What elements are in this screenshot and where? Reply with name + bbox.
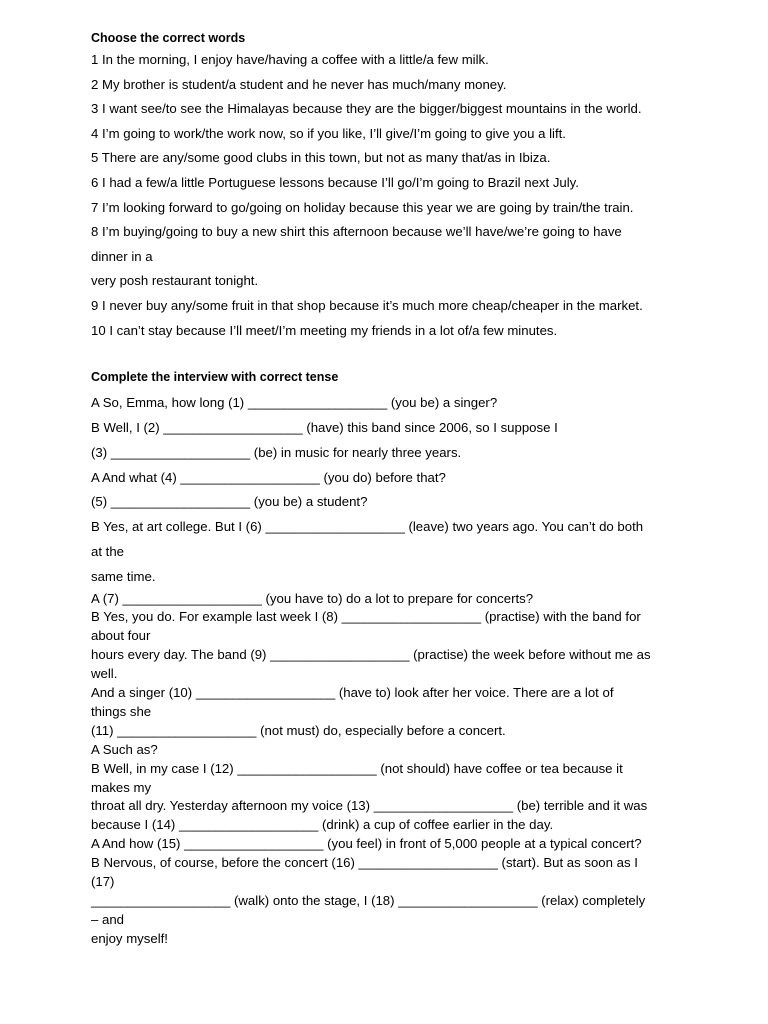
- interview-line: enjoy myself!: [91, 930, 168, 946]
- section-interview: [91, 369, 691, 949]
- section-choose-words: [91, 30, 691, 343]
- interview-line: A And what (4) ___________________ (you do) before that?: [91, 469, 446, 485]
- interview-line: A And how (15) ___________________ (you feel) in front of 5,000 people at a typical concert?: [91, 836, 642, 852]
- interview-line: same time.: [91, 568, 156, 584]
- interview-line: – and: [91, 911, 125, 927]
- interview-line: B Well, I (2) ___________________ (have) this band since 2006, so I suppose I: [91, 419, 558, 435]
- exercise-line: 9 I never buy any/some fruit in that shop because it’s much more cheap/cheaper in the market.: [91, 297, 643, 313]
- interview-line: B Nervous, of course, before the concert (16) ___________________ (start). But as soon as I: [91, 855, 638, 871]
- interview-line: B Well, in my case I (12) ___________________ (not should) have coffee or tea because it: [91, 760, 623, 776]
- exercise-line: very posh restaurant tonight.: [91, 273, 259, 289]
- interview-line: about four: [91, 628, 151, 644]
- exercise-line: dinner in a: [91, 248, 153, 264]
- exercise-line: 5 There are any/some good clubs in this town, but not as many that/as in Ibiza.: [91, 150, 551, 166]
- interview-line: ___________________ (walk) onto the stage, I (18) ___________________ (relax) completely: [91, 893, 646, 908]
- exercise-line: 2 My brother is student/a student and he never has much/many money.: [91, 76, 507, 92]
- exercise-line: 6 I had a few/a little Portuguese lessons because I’ll go/I’m going to Brazil next July.: [91, 174, 579, 190]
- interview-line: at the: [91, 543, 124, 559]
- section2-heading: Complete the interview with correct tense: [91, 370, 339, 385]
- interview-line: A Such as?: [91, 741, 158, 757]
- exercise-line: 4 I’m going to work/the work now, so if you like, I’ll give/I’m going to give you a lift.: [91, 125, 566, 141]
- interview-line: And a singer (10) ___________________ (have to) look after her voice. There are a lot of: [91, 685, 614, 701]
- section1-heading: Choose the correct words: [91, 31, 246, 45]
- interview-line: B Yes, you do. For example last week I (8) ___________________ (practise) with the band for: [91, 609, 641, 625]
- exercise-line: 1 In the morning, I enjoy have/having a coffee with a little/a few milk.: [91, 52, 489, 67]
- interview-line: throat all dry. Yesterday afternoon my voice (13) ___________________ (be) terrible and it was: [91, 798, 648, 814]
- interview-line: A So, Emma, how long (1) ___________________ (you be) a singer?: [91, 395, 498, 411]
- interview-line: (11) ___________________ (not must) do, especially before a concert.: [91, 722, 506, 738]
- exercise-line: 8 I’m buying/going to buy a new shirt this afternoon because we’ll have/we’re going to have: [91, 224, 622, 240]
- interview-line: makes my: [91, 779, 152, 795]
- interview-line: (17): [91, 874, 115, 890]
- interview-line: hours every day. The band (9) ___________________ (practise) the week before without me as: [91, 647, 651, 663]
- interview-line: A (7) ___________________ (you have to) do a lot to prepare for concerts?: [91, 590, 534, 606]
- interview-line: well.: [91, 666, 118, 682]
- exercise-line: 10 I can’t stay because I’ll meet/I’m meeting my friends in a lot of/a few minutes.: [91, 322, 558, 338]
- interview-line: things she: [91, 703, 152, 719]
- interview-line: because I (14) ___________________ (drink) a cup of coffee earlier in the day.: [91, 817, 554, 833]
- exercise-line: 3 I want see/to see the Himalayas because they are the bigger/biggest mountains in the world.: [91, 101, 642, 117]
- interview-line: B Yes, at art college. But I (6) ___________________ (leave) two years ago. You can’t do both: [91, 519, 644, 535]
- worksheet-page: [91, 30, 691, 949]
- interview-line: (3) ___________________ (be) in music for nearly three years.: [91, 444, 462, 460]
- exercise-line: 7 I’m looking forward to go/going on holiday because this year we are going by train/the train.: [91, 199, 634, 215]
- interview-line: (5) ___________________ (you be) a student?: [91, 494, 368, 510]
